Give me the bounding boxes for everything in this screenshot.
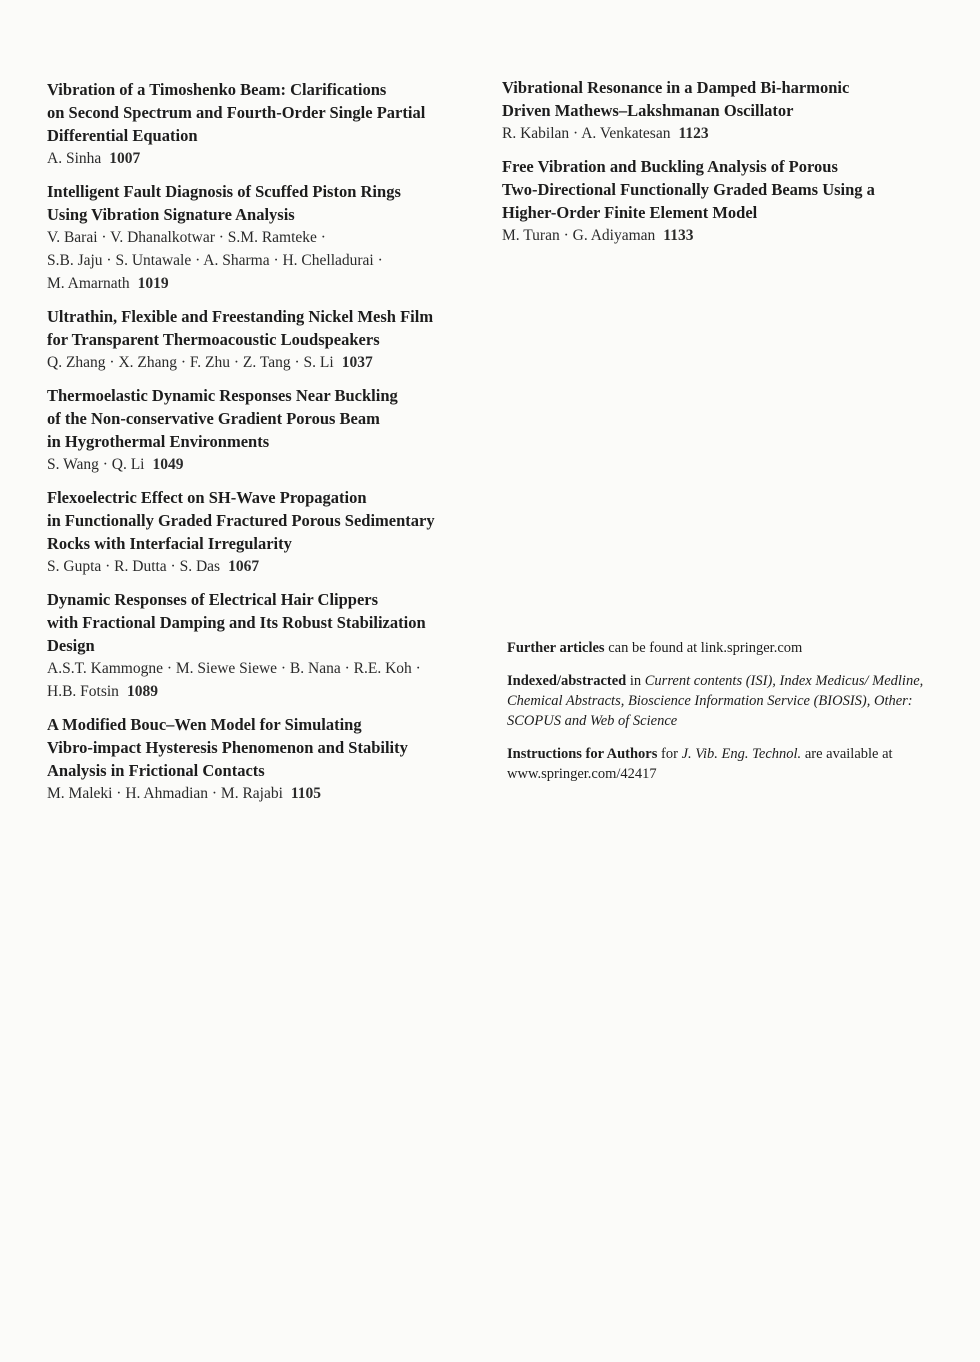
page-number: 1133	[663, 227, 694, 244]
article-entry[interactable]	[47, 78, 487, 170]
title-line: in Functionally Graded Fractured Porous Sedimentary	[47, 511, 435, 530]
page-number: 1037	[341, 354, 373, 371]
title-line: on Second Spectrum and Fourth-Order Single Partial	[47, 103, 426, 122]
author-line: M. Maleki · H. Ahmadian · M. Rajabi	[47, 785, 283, 802]
article-entry[interactable]	[47, 384, 487, 476]
title-line: for Transparent Thermoacoustic Loudspeakers	[47, 330, 380, 349]
title-line: of the Non-conservative Gradient Porous Beam	[47, 409, 380, 428]
instructions-connector: for	[657, 746, 682, 762]
author-line: M. Turan · G. Adiyaman	[502, 227, 656, 244]
article-entry[interactable]	[47, 486, 487, 578]
article-title	[47, 305, 487, 351]
article-authors	[47, 453, 487, 476]
author-line: M. Amarnath	[47, 275, 130, 292]
title-line: Vibrational Resonance in a Damped Bi-harmonic	[502, 78, 850, 97]
instructions-label: Instructions for Authors	[507, 746, 658, 762]
article-title	[47, 486, 487, 555]
title-line: Flexoelectric Effect on SH-Wave Propagation	[47, 488, 367, 507]
title-line: with Fractional Damping and Its Robust Stabilization	[47, 613, 426, 632]
article-title	[502, 76, 942, 122]
title-line: Higher-Order Finite Element Model	[502, 203, 758, 222]
title-line: Two-Directional Functionally Graded Beams Using a	[502, 180, 875, 199]
page-number: 1019	[137, 275, 169, 292]
article-authors	[502, 122, 942, 145]
article-authors	[47, 782, 487, 805]
article-title	[47, 713, 487, 782]
indexed-label: Indexed/abstracted	[507, 673, 627, 689]
article-entry[interactable]	[47, 180, 487, 295]
right-column	[502, 76, 942, 257]
author-line: Q. Zhang · X. Zhang · F. Zhu · Z. Tang · S. Li	[47, 354, 334, 371]
title-line: Vibro-impact Hysteresis Phenomenon and Stability	[47, 738, 408, 757]
further-articles-note	[507, 638, 937, 658]
title-line: Differential Equation	[47, 126, 198, 145]
title-line: Vibration of a Timoshenko Beam: Clarifications	[47, 80, 387, 99]
author-line: A.S.T. Kammogne · M. Siewe Siewe · B. Nana · R.E. Koh ·	[47, 660, 421, 677]
author-line: A. Sinha	[47, 150, 102, 167]
indexed-note	[507, 671, 937, 731]
article-title	[47, 588, 487, 657]
page-number: 1007	[109, 150, 141, 167]
title-line: A Modified Bouc–Wen Model for Simulating	[47, 715, 362, 734]
title-line: Driven Mathews–Lakshmanan Oscillator	[502, 101, 794, 120]
title-line: Analysis in Frictional Contacts	[47, 761, 265, 780]
journal-notes	[507, 638, 937, 797]
article-authors	[47, 226, 487, 295]
article-title	[47, 180, 487, 226]
article-authors	[47, 147, 487, 170]
article-entry[interactable]	[47, 588, 487, 703]
indexed-databases: Current contents (ISI), Index Medicus/ Medline, Chemical Abstracts, Bioscience Information Service (BIOSIS), Other: SCOPUS and Web of Science	[507, 673, 924, 729]
title-line: Free Vibration and Buckling Analysis of Porous	[502, 157, 838, 176]
instructions-note	[507, 744, 937, 784]
author-line: V. Barai · V. Dhanalkotwar · S.M. Ramteke ·	[47, 229, 326, 246]
article-authors	[502, 224, 942, 247]
article-title	[47, 384, 487, 453]
article-title	[47, 78, 487, 147]
page-number: 1123	[678, 125, 709, 142]
article-entry[interactable]	[47, 713, 487, 805]
indexed-connector: in	[626, 673, 645, 689]
page-number: 1089	[126, 683, 158, 700]
article-entry[interactable]	[502, 76, 942, 145]
article-title	[502, 155, 942, 224]
page-number: 1067	[228, 558, 260, 575]
article-authors	[47, 351, 487, 374]
title-line: Ultrathin, Flexible and Freestanding Nickel Mesh Film	[47, 307, 434, 326]
title-line: Rocks with Interfacial Irregularity	[47, 534, 292, 553]
instructions-text[interactable]: are available at www.springer.com/42417	[507, 746, 893, 782]
author-line: H.B. Fotsin	[47, 683, 119, 700]
title-line: in Hygrothermal Environments	[47, 432, 270, 451]
further-articles-text[interactable]: can be found at link.springer.com	[604, 640, 803, 656]
title-line: Using Vibration Signature Analysis	[47, 205, 295, 224]
author-line: S. Gupta · R. Dutta · S. Das	[47, 558, 221, 575]
article-authors	[47, 657, 487, 703]
page-number: 1105	[290, 785, 322, 802]
title-line: Intelligent Fault Diagnosis of Scuffed Piston Rings	[47, 182, 401, 201]
author-line: S.B. Jaju · S. Untawale · A. Sharma · H. Chelladurai ·	[47, 252, 383, 269]
title-line: Design	[47, 636, 95, 655]
author-line: S. Wang · Q. Li	[47, 456, 145, 473]
author-line: R. Kabilan · A. Venkatesan	[502, 125, 671, 142]
title-line: Dynamic Responses of Electrical Hair Clippers	[47, 590, 379, 609]
title-line: Thermoelastic Dynamic Responses Near Buckling	[47, 386, 398, 405]
left-column	[47, 78, 487, 815]
article-entry[interactable]	[502, 155, 942, 247]
article-entry[interactable]	[47, 305, 487, 374]
journal-abbrev: J. Vib. Eng. Technol.	[681, 746, 802, 762]
further-articles-label: Further articles	[507, 640, 605, 656]
article-authors	[47, 555, 487, 578]
page-number: 1049	[152, 456, 184, 473]
